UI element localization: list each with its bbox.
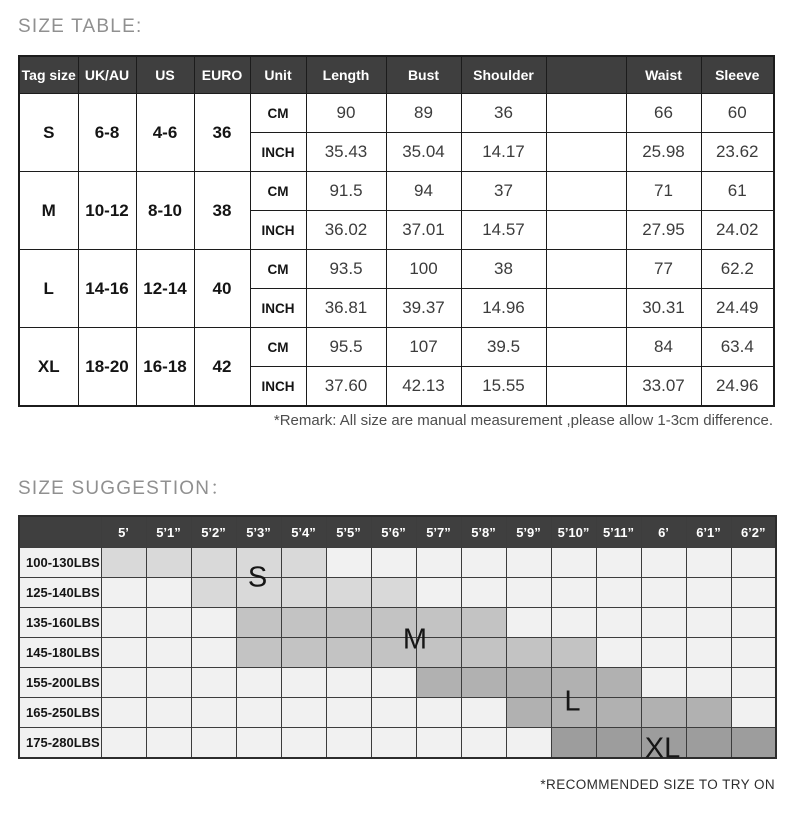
suggestion-grid-cell bbox=[371, 578, 416, 608]
suggestion-grid-cell bbox=[146, 698, 191, 728]
suggestion-grid-cell bbox=[371, 608, 416, 638]
measurement-cm-cell: 77 bbox=[626, 250, 701, 289]
measurement-inch-cell bbox=[546, 289, 626, 328]
measurement-cm-cell: 95.5 bbox=[306, 328, 386, 367]
measurement-cm-cell bbox=[546, 94, 626, 133]
size-table-header-euro: EURO bbox=[194, 56, 250, 94]
suggestion-grid-cell bbox=[461, 578, 506, 608]
measurement-inch-cell: 27.95 bbox=[626, 211, 701, 250]
measurement-inch-cell bbox=[546, 133, 626, 172]
suggestion-grid-cell bbox=[686, 698, 731, 728]
suggestion-grid-cell bbox=[101, 548, 146, 578]
suggestion-grid-cell bbox=[551, 698, 596, 728]
measurement-inch-cell bbox=[546, 367, 626, 407]
measurement-inch-cell: 14.57 bbox=[461, 211, 546, 250]
weight-row bbox=[19, 638, 776, 668]
size-suggestion-title: SIZE SUGGESTION： bbox=[18, 478, 231, 499]
suggestion-grid-cell bbox=[641, 728, 686, 759]
suggestion-grid-cell bbox=[596, 728, 641, 759]
suggestion-grid-cell bbox=[731, 698, 776, 728]
suggestion-grid-cell bbox=[236, 668, 281, 698]
suggestion-grid-cell bbox=[281, 728, 326, 759]
euro-cell: 40 bbox=[194, 250, 250, 328]
height-header-spacer bbox=[19, 516, 101, 548]
suggestion-grid-cell bbox=[101, 638, 146, 668]
suggestion-grid-cell bbox=[686, 608, 731, 638]
suggestion-grid-cell bbox=[506, 728, 551, 759]
suggestion-grid-cell bbox=[281, 668, 326, 698]
measurement-cm-cell: 94 bbox=[386, 172, 461, 211]
size-table-header-us: US bbox=[136, 56, 194, 94]
suggestion-grid-cell bbox=[596, 698, 641, 728]
height-header-cell: 5’1” bbox=[146, 516, 191, 548]
suggestion-grid-cell bbox=[191, 548, 236, 578]
measurement-cm-cell: 61 bbox=[701, 172, 774, 211]
unit-cm-cell: CM bbox=[250, 328, 306, 367]
height-header-cell: 5’ bbox=[101, 516, 146, 548]
unit-inch-cell: INCH bbox=[250, 211, 306, 250]
weight-row bbox=[19, 608, 776, 638]
measurement-inch-cell: 35.04 bbox=[386, 133, 461, 172]
us-cell: 8-10 bbox=[136, 172, 194, 250]
weight-label-cell: 125-140LBS bbox=[19, 578, 101, 608]
suggestion-grid-cell bbox=[731, 638, 776, 668]
measurement-inch-cell: 24.02 bbox=[701, 211, 774, 250]
suggestion-grid-cell bbox=[506, 698, 551, 728]
size-table-header-length: Length bbox=[306, 56, 386, 94]
suggestion-grid-cell bbox=[551, 668, 596, 698]
unit-cm-cell: CM bbox=[250, 94, 306, 133]
suggestion-grid-cell bbox=[551, 728, 596, 759]
suggestion-grid-cell bbox=[101, 578, 146, 608]
size-table-header-row bbox=[19, 56, 774, 94]
measurement-inch-cell: 36.02 bbox=[306, 211, 386, 250]
measurement-cm-cell: 66 bbox=[626, 94, 701, 133]
suggestion-grid-cell bbox=[236, 608, 281, 638]
suggestion-grid-cell bbox=[416, 638, 461, 668]
suggestion-grid-cell bbox=[461, 728, 506, 759]
measurement-cm-cell: 62.2 bbox=[701, 250, 774, 289]
size-table-header-bust: Bust bbox=[386, 56, 461, 94]
measurement-inch-cell: 35.43 bbox=[306, 133, 386, 172]
suggestion-grid-cell bbox=[146, 668, 191, 698]
height-header-cell: 5’10” bbox=[551, 516, 596, 548]
suggestion-grid-cell bbox=[461, 548, 506, 578]
measurement-cm-cell bbox=[546, 172, 626, 211]
measurement-inch-cell: 14.96 bbox=[461, 289, 546, 328]
suggestion-grid-cell bbox=[731, 548, 776, 578]
height-header-cell: 5’4” bbox=[281, 516, 326, 548]
suggestion-grid-cell bbox=[371, 548, 416, 578]
suggestion-grid-cell bbox=[551, 638, 596, 668]
suggestion-grid-cell bbox=[686, 578, 731, 608]
suggestion-grid-cell bbox=[461, 638, 506, 668]
measurement-inch-cell: 24.96 bbox=[701, 367, 774, 407]
suggestion-grid-cell bbox=[731, 608, 776, 638]
suggestion-grid-cell bbox=[596, 638, 641, 668]
suggestion-grid-cell bbox=[281, 638, 326, 668]
suggestion-grid-cell bbox=[686, 548, 731, 578]
height-header-cell: 6’1” bbox=[686, 516, 731, 548]
us-cell: 16-18 bbox=[136, 328, 194, 407]
unit-inch-cell: INCH bbox=[250, 367, 306, 407]
suggestion-grid-cell bbox=[416, 608, 461, 638]
suggestion-grid-cell bbox=[326, 698, 371, 728]
suggestion-grid-cell bbox=[731, 578, 776, 608]
us-cell: 12-14 bbox=[136, 250, 194, 328]
suggestion-grid-cell bbox=[641, 668, 686, 698]
suggestion-grid-cell bbox=[506, 548, 551, 578]
suggestion-grid-cell bbox=[686, 668, 731, 698]
size-letter-xl: XL bbox=[644, 732, 681, 764]
measurement-inch-cell: 14.17 bbox=[461, 133, 546, 172]
weight-row bbox=[19, 698, 776, 728]
measurement-inch-cell: 24.49 bbox=[701, 289, 774, 328]
suggestion-grid-cell bbox=[461, 668, 506, 698]
suggestion-grid-cell bbox=[236, 698, 281, 728]
suggestion-grid-cell bbox=[551, 608, 596, 638]
size-table-header-tag-size: Tag size bbox=[19, 56, 78, 94]
height-header-cell: 6’2” bbox=[731, 516, 776, 548]
suggestion-grid-cell bbox=[281, 548, 326, 578]
measurement-cm-cell: 107 bbox=[386, 328, 461, 367]
measurement-inch-cell: 30.31 bbox=[626, 289, 701, 328]
suggestion-grid-cell bbox=[641, 578, 686, 608]
size-table-header-sleeve: Sleeve bbox=[701, 56, 774, 94]
height-header-row bbox=[19, 516, 776, 548]
weight-label-cell: 175-280LBS bbox=[19, 728, 101, 759]
height-header-cell: 5’8” bbox=[461, 516, 506, 548]
size-row-s-cm bbox=[19, 94, 774, 133]
suggestion-grid-cell bbox=[596, 668, 641, 698]
measurement-cm-cell: 39.5 bbox=[461, 328, 546, 367]
suggestion-grid-cell bbox=[461, 608, 506, 638]
uk-au-cell: 10-12 bbox=[78, 172, 136, 250]
euro-cell: 42 bbox=[194, 328, 250, 407]
tag-size-cell: M bbox=[19, 172, 78, 250]
suggestion-grid-cell bbox=[101, 698, 146, 728]
measurement-cm-cell bbox=[546, 250, 626, 289]
size-row-m-cm bbox=[19, 172, 774, 211]
size-table bbox=[18, 55, 775, 407]
suggestion-grid-cell bbox=[506, 638, 551, 668]
suggestion-grid-cell bbox=[326, 668, 371, 698]
suggestion-grid-cell bbox=[731, 728, 776, 759]
height-header-cell: 5’11” bbox=[596, 516, 641, 548]
measurement-inch-cell: 15.55 bbox=[461, 367, 546, 407]
size-table-header-spacer bbox=[546, 56, 626, 94]
suggestion-grid-cell bbox=[281, 608, 326, 638]
weight-row bbox=[19, 728, 776, 759]
measurement-cm-cell: 84 bbox=[626, 328, 701, 367]
weight-label-cell: 165-250LBS bbox=[19, 698, 101, 728]
size-table-header-uk-au: UK/AU bbox=[78, 56, 136, 94]
measurement-cm-cell: 93.5 bbox=[306, 250, 386, 289]
measurement-cm-cell: 63.4 bbox=[701, 328, 774, 367]
size-row-l-cm bbox=[19, 250, 774, 289]
suggestion-grid-cell bbox=[686, 728, 731, 759]
tag-size-cell: XL bbox=[19, 328, 78, 407]
measurement-inch-cell: 33.07 bbox=[626, 367, 701, 407]
suggestion-grid-cell bbox=[596, 608, 641, 638]
suggestion-grid-cell bbox=[326, 548, 371, 578]
weight-row bbox=[19, 668, 776, 698]
weight-label-cell: 135-160LBS bbox=[19, 608, 101, 638]
euro-cell: 36 bbox=[194, 94, 250, 172]
weight-label-cell: 145-180LBS bbox=[19, 638, 101, 668]
height-header-cell: 5’9” bbox=[506, 516, 551, 548]
suggestion-grid-cell bbox=[371, 668, 416, 698]
measurement-inch-cell: 36.81 bbox=[306, 289, 386, 328]
measurement-inch-cell: 23.62 bbox=[701, 133, 774, 172]
suggestion-grid-cell bbox=[146, 638, 191, 668]
suggestion-grid-cell bbox=[731, 668, 776, 698]
measurement-inch-cell: 37.01 bbox=[386, 211, 461, 250]
weight-row bbox=[19, 578, 776, 608]
uk-au-cell: 6-8 bbox=[78, 94, 136, 172]
suggestion-grid-cell bbox=[371, 638, 416, 668]
measurement-inch-cell: 37.60 bbox=[306, 367, 386, 407]
size-suggestion-chart bbox=[18, 515, 775, 764]
suggestion-grid-cell bbox=[506, 608, 551, 638]
size-letter-l: L bbox=[564, 685, 581, 718]
suggestion-grid-cell bbox=[641, 698, 686, 728]
suggestion-grid-cell bbox=[371, 728, 416, 759]
suggestion-grid-cell bbox=[416, 728, 461, 759]
euro-cell: 38 bbox=[194, 172, 250, 250]
tag-size-cell: S bbox=[19, 94, 78, 172]
weight-row bbox=[19, 548, 776, 578]
measurement-cm-cell bbox=[546, 328, 626, 367]
suggestion-grid-cell bbox=[416, 578, 461, 608]
measurement-cm-cell: 60 bbox=[701, 94, 774, 133]
measurement-cm-cell: 91.5 bbox=[306, 172, 386, 211]
suggestion-grid-cell bbox=[191, 668, 236, 698]
measurement-cm-cell: 100 bbox=[386, 250, 461, 289]
suggestion-grid-cell bbox=[146, 548, 191, 578]
suggestion-grid-cell bbox=[281, 578, 326, 608]
measurement-cm-cell: 71 bbox=[626, 172, 701, 211]
measurement-cm-cell: 90 bbox=[306, 94, 386, 133]
size-letter-m: M bbox=[402, 623, 428, 656]
height-header-cell: 5’5” bbox=[326, 516, 371, 548]
suggestion-grid-cell bbox=[236, 638, 281, 668]
suggestion-grid-cell bbox=[326, 638, 371, 668]
us-cell: 4-6 bbox=[136, 94, 194, 172]
measurement-cm-cell: 37 bbox=[461, 172, 546, 211]
suggestion-grid-cell bbox=[641, 638, 686, 668]
suggestion-grid-cell bbox=[416, 668, 461, 698]
suggestion-grid-cell bbox=[416, 548, 461, 578]
suggestion-grid-cell bbox=[191, 698, 236, 728]
height-header-cell: 6’ bbox=[641, 516, 686, 548]
suggestion-grid-cell bbox=[506, 578, 551, 608]
suggestion-grid-cell bbox=[146, 578, 191, 608]
unit-inch-cell: INCH bbox=[250, 133, 306, 172]
suggestion-grid-cell bbox=[326, 578, 371, 608]
suggestion-grid-cell bbox=[191, 578, 236, 608]
measurement-inch-cell: 39.37 bbox=[386, 289, 461, 328]
suggestion-grid-cell bbox=[506, 668, 551, 698]
size-suggestion-table bbox=[18, 515, 777, 759]
unit-inch-cell: INCH bbox=[250, 289, 306, 328]
unit-cm-cell: CM bbox=[250, 250, 306, 289]
size-suggestion-footnote: *RECOMMENDED SIZE TO TRY ON bbox=[540, 777, 775, 792]
weight-label-cell: 155-200LBS bbox=[19, 668, 101, 698]
suggestion-grid-cell bbox=[101, 668, 146, 698]
size-row-xl-cm bbox=[19, 328, 774, 367]
suggestion-grid-cell bbox=[236, 578, 281, 608]
measurement-cm-cell: 38 bbox=[461, 250, 546, 289]
suggestion-grid-cell bbox=[191, 608, 236, 638]
suggestion-grid-cell bbox=[686, 638, 731, 668]
suggestion-grid-cell bbox=[416, 698, 461, 728]
measurement-cm-cell: 89 bbox=[386, 94, 461, 133]
suggestion-grid-cell bbox=[641, 548, 686, 578]
suggestion-grid-cell bbox=[371, 698, 416, 728]
suggestion-grid-cell bbox=[461, 698, 506, 728]
measurement-cm-cell: 36 bbox=[461, 94, 546, 133]
suggestion-grid-cell bbox=[146, 608, 191, 638]
weight-label-cell: 100-130LBS bbox=[19, 548, 101, 578]
height-header-cell: 5’2” bbox=[191, 516, 236, 548]
suggestion-grid-cell bbox=[191, 638, 236, 668]
size-table-header-unit: Unit bbox=[250, 56, 306, 94]
size-table-title: SIZE TABLE: bbox=[18, 16, 143, 37]
suggestion-grid-cell bbox=[641, 608, 686, 638]
suggestion-grid-cell bbox=[101, 728, 146, 759]
height-header-cell: 5’6” bbox=[371, 516, 416, 548]
size-letter-s: S bbox=[247, 561, 268, 594]
tag-size-cell: L bbox=[19, 250, 78, 328]
size-table-header-shoulder: Shoulder bbox=[461, 56, 546, 94]
suggestion-grid-cell bbox=[596, 548, 641, 578]
suggestion-grid-cell bbox=[236, 548, 281, 578]
suggestion-grid-cell bbox=[236, 728, 281, 759]
suggestion-grid-cell bbox=[596, 578, 641, 608]
size-table-header-waist: Waist bbox=[626, 56, 701, 94]
measurement-inch-cell: 42.13 bbox=[386, 367, 461, 407]
height-header-cell: 5’7” bbox=[416, 516, 461, 548]
uk-au-cell: 18-20 bbox=[78, 328, 136, 407]
suggestion-grid-cell bbox=[191, 728, 236, 759]
suggestion-grid-cell bbox=[326, 608, 371, 638]
suggestion-grid-cell bbox=[146, 728, 191, 759]
uk-au-cell: 14-16 bbox=[78, 250, 136, 328]
suggestion-grid-cell bbox=[551, 548, 596, 578]
suggestion-grid-cell bbox=[551, 578, 596, 608]
measurement-inch-cell: 25.98 bbox=[626, 133, 701, 172]
suggestion-grid-cell bbox=[326, 728, 371, 759]
suggestion-grid-cell bbox=[281, 698, 326, 728]
unit-cm-cell: CM bbox=[250, 172, 306, 211]
size-table-remark: *Remark: All size are manual measurement ,please allow 1-3cm difference. bbox=[273, 412, 773, 429]
measurement-inch-cell bbox=[546, 211, 626, 250]
suggestion-grid-cell bbox=[101, 608, 146, 638]
height-header-cell: 5’3” bbox=[236, 516, 281, 548]
